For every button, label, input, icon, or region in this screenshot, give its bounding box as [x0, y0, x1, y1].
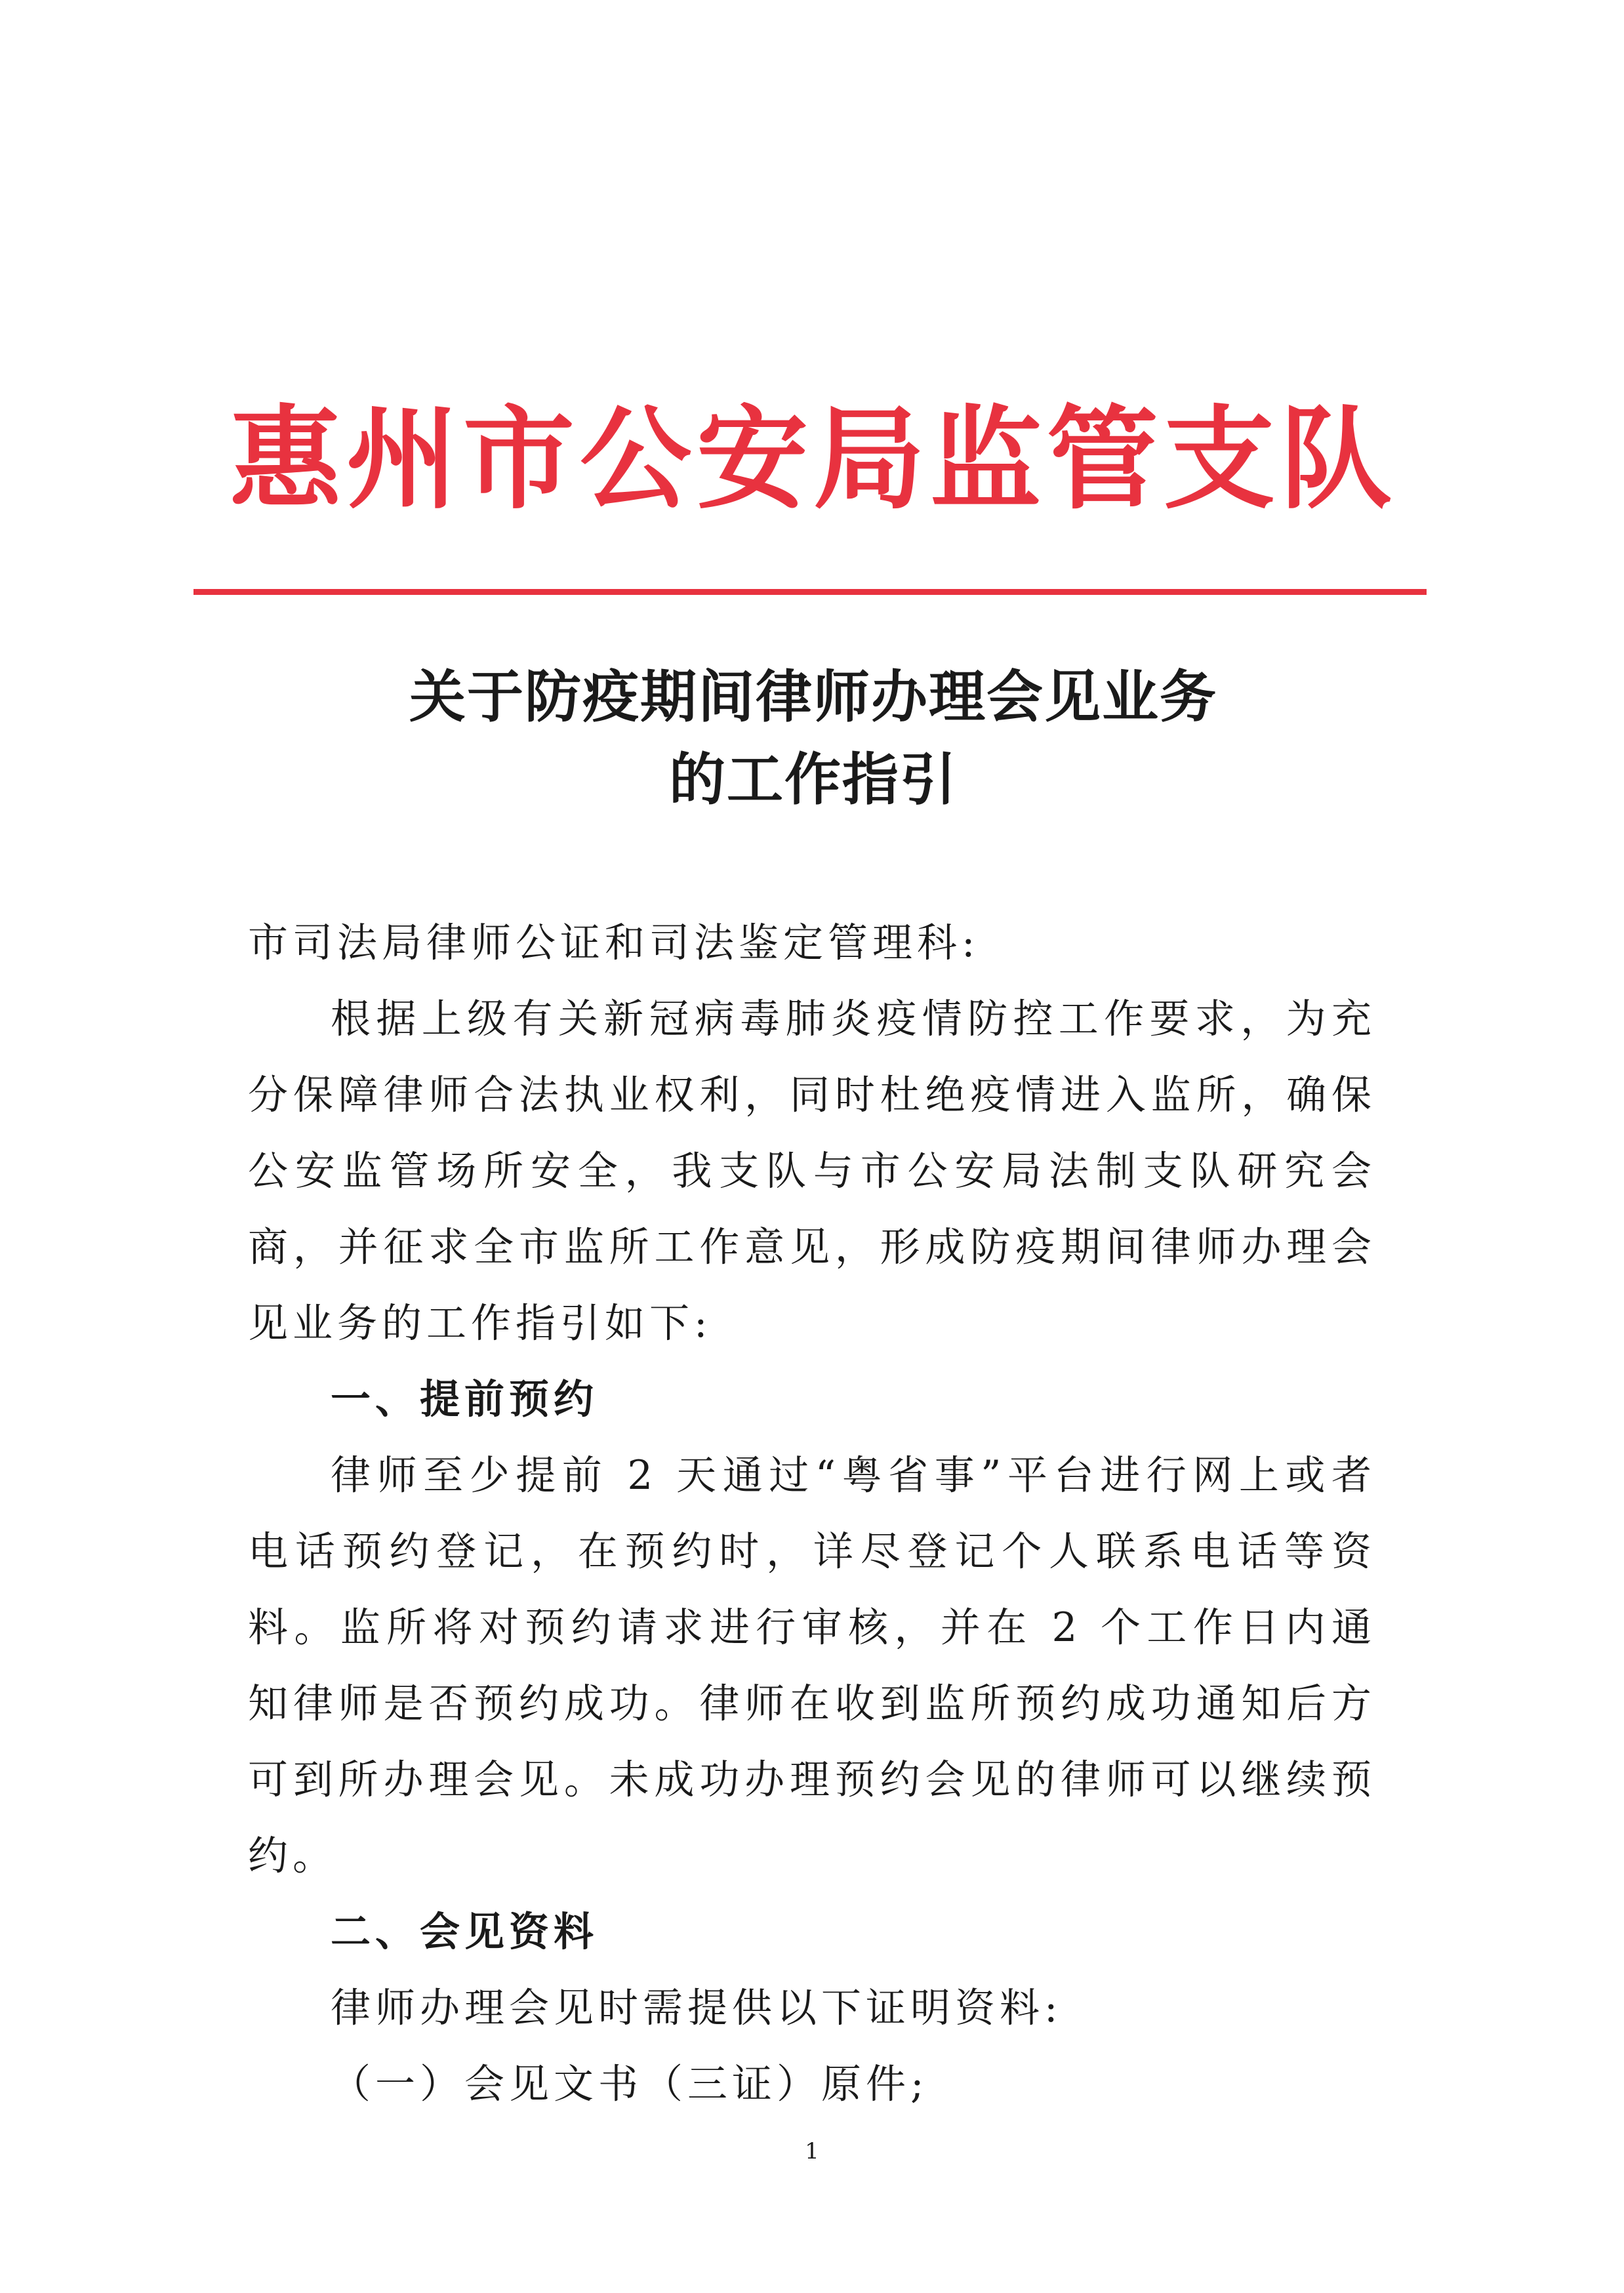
header-red-rule: [193, 589, 1427, 595]
section-2-heading: 二、会见资料: [331, 1909, 599, 1955]
page-number: 1: [805, 2138, 819, 2164]
title-line-1: 关于防疫期间律师办理会见业务: [409, 664, 1217, 730]
section-1-paragraph: 律师至少提前 2 天通过“粤省事”平台进行网上或者电话预约登记，在预约时，详尽登记个人联系电话等资料。监所将对预约请求进行审核，并在 2 个工作日内通知律师是否预约成功。律师在收到监所预约成功通知后方可到所办理会见。未成功办理预约会见的律师可以继续预约。: [248, 1452, 1376, 1879]
section-2-paragraph: 律师办理会见时需提供以下证明资料:: [331, 1985, 1063, 2031]
title-line-2: 的工作指引: [669, 747, 958, 813]
section-2-item-1: （一）会见文书（三证）原件;: [331, 2061, 929, 2107]
document-body: [248, 905, 1376, 2122]
organization-header: 惠州市公安局监管支队: [229, 394, 1397, 525]
section-1-heading: 一、提前预约: [331, 1376, 599, 1423]
document-title: [197, 656, 1430, 821]
intro-paragraph: 根据上级有关新冠病毒肺炎疫情防控工作要求，为充分保障律师合法执业权利，同时杜绝疫情进入监所，确保公安监管场所安全，我支队与市公安局法制支队研究会商，并征求全市监所工作意见，形成防疫期间律师办理会见业务的工作指引如下:: [248, 996, 1376, 1347]
salutation: 市司法局律师公证和司法鉴定管理科:: [248, 920, 980, 966]
